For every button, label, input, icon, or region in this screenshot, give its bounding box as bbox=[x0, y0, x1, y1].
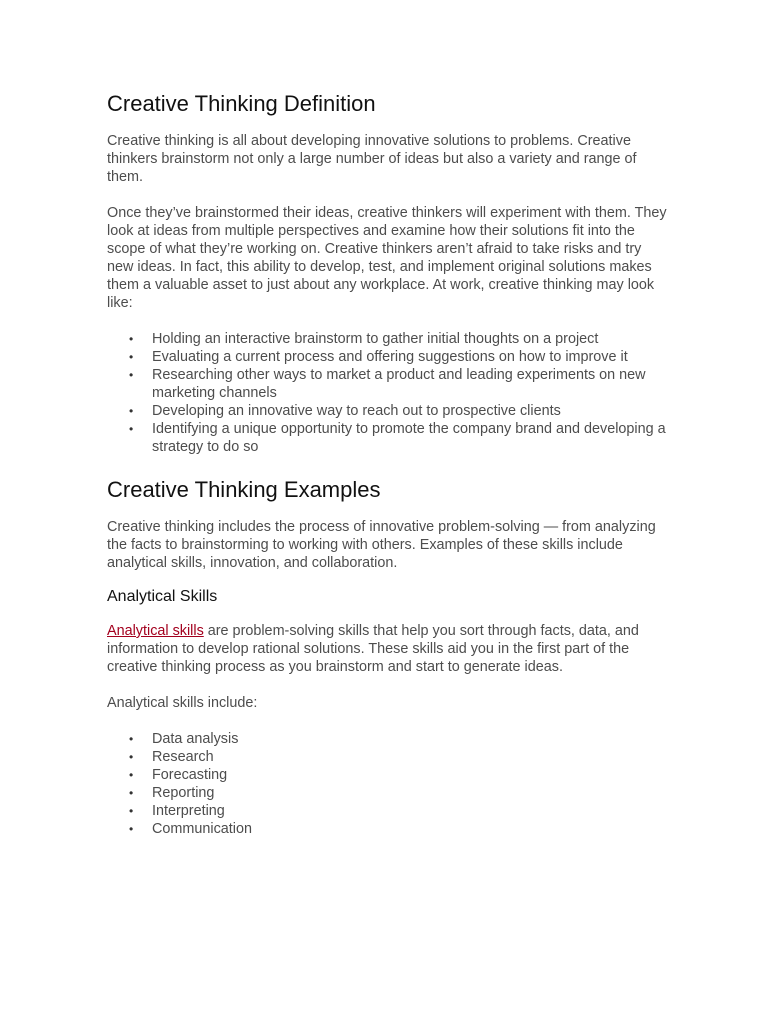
bullet-icon: • bbox=[129, 822, 134, 836]
definition-paragraph-1: Creative thinking is all about developing innovative solutions to problems. Creative thinkers brainstorm not only a large number of ideas but also a variety and range of them. bbox=[107, 133, 637, 185]
analytical-skills-list bbox=[107, 730, 667, 838]
list-item-text: Research bbox=[152, 749, 214, 765]
list-item bbox=[107, 802, 667, 820]
list-item-text: Evaluating a current process and offering suggestions on how to improve it bbox=[152, 349, 628, 365]
list-item bbox=[107, 820, 667, 838]
analytical-skills-include-label: Analytical skills include: bbox=[107, 695, 258, 711]
list-item-text: Reporting bbox=[152, 785, 215, 801]
list-item bbox=[107, 330, 667, 348]
list-item bbox=[107, 766, 667, 784]
list-item-text: Interpreting bbox=[152, 803, 225, 819]
analytical-skills-paragraph bbox=[107, 622, 667, 676]
heading-analytical-skills: Analytical Skills bbox=[107, 588, 218, 605]
list-item-text: Forecasting bbox=[152, 767, 228, 783]
analytical-skills-link[interactable]: Analytical skills bbox=[107, 623, 204, 639]
bullet-icon: • bbox=[129, 804, 134, 818]
bullet-icon: • bbox=[129, 732, 134, 746]
list-item bbox=[107, 348, 667, 366]
heading-creative-thinking-examples: Creative Thinking Examples bbox=[107, 477, 381, 502]
bullet-icon: • bbox=[129, 750, 134, 764]
list-item bbox=[107, 402, 667, 420]
examples-paragraph: Creative thinking includes the process of innovative problem-solving — from analyzing the facts to brainstorming to working with others. Examples of these skills include analytical skills, innovation, and collaboration. bbox=[107, 519, 656, 571]
bullet-icon: • bbox=[129, 768, 134, 782]
list-item-text: Holding an interactive brainstorm to gather initial thoughts on a project bbox=[152, 331, 599, 347]
list-item-text: Developing an innovative way to reach out to prospective clients bbox=[152, 403, 561, 419]
definition-paragraph-2: Once they’ve brainstormed their ideas, creative thinkers will experiment with them. They look at ideas from multiple perspectives and examine how their solutions fit into the scope of what they’re working on. Creative thinkers aren’t afraid to take risks and try new ideas. In fact, this ability to develop, test, and implement original solutions makes them a valuable asset to just about any workplace. At work, creative thinking may look like: bbox=[107, 205, 667, 311]
list-item-text: Identifying a unique opportunity to promote the company brand and developing a strategy to do so bbox=[152, 421, 666, 455]
list-item bbox=[107, 748, 667, 766]
document-page bbox=[107, 90, 667, 838]
list-item bbox=[107, 784, 667, 802]
analytical-skills-paragraph-text: are problem-solving skills that help you sort through facts, data, and information to develop rational solutions. These skills aid you in the first part of the creative thinking process as you brainstorm and start to generate ideas. bbox=[107, 623, 639, 675]
list-item bbox=[107, 730, 667, 748]
list-item-text: Researching other ways to market a product and leading experiments on new marketing channels bbox=[152, 367, 646, 401]
bullet-icon: • bbox=[129, 404, 134, 418]
list-item-text: Data analysis bbox=[152, 731, 239, 747]
heading-creative-thinking-definition: Creative Thinking Definition bbox=[107, 91, 376, 116]
bullet-icon: • bbox=[129, 786, 134, 800]
bullet-icon: • bbox=[129, 350, 134, 364]
workplace-examples-list bbox=[107, 330, 667, 456]
bullet-icon: • bbox=[129, 332, 134, 346]
bullet-icon: • bbox=[129, 422, 134, 436]
bullet-icon: • bbox=[129, 368, 134, 382]
list-item bbox=[107, 366, 667, 402]
list-item-text: Communication bbox=[152, 821, 252, 837]
list-item bbox=[107, 420, 667, 456]
